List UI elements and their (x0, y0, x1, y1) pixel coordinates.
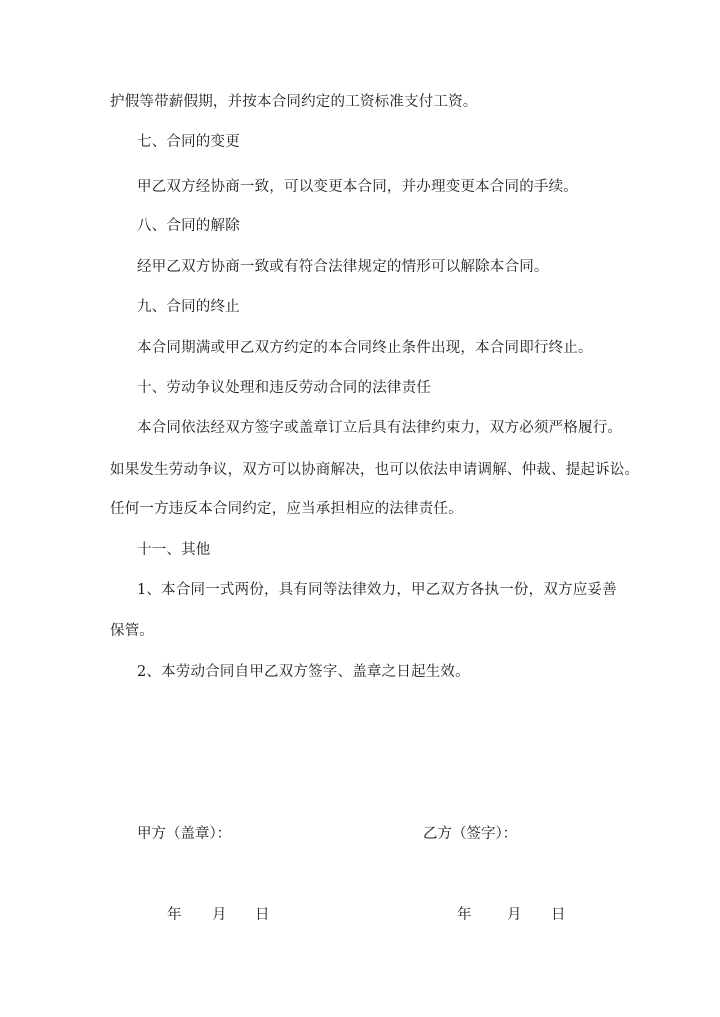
paragraph-line: 2、本劳动合同自甲乙双方签字、盖章之日起生效。 (137, 664, 470, 680)
section-heading-end: 九、合同的终止 (137, 299, 240, 315)
date-year-label: 年 (457, 907, 472, 923)
date-day-label: 日 (255, 907, 270, 923)
date-month-label: 月 (507, 907, 522, 923)
section-heading-termination: 八、合同的解除 (137, 218, 240, 234)
paragraph-line: 护假等带薪假期，并按本合同约定的工资标准支付工资。 (110, 94, 478, 110)
paragraph-line: 如果发生劳动争议，双方可以协商解决，也可以依法申请调解、仲裁、提起诉讼。 (110, 462, 640, 478)
paragraph-line: 本合同期满或甲乙双方约定的本合同终止条件出现，本合同即行终止。 (137, 340, 593, 356)
paragraph-line: 保管。 (110, 623, 155, 639)
section-heading-other: 十一、其他 (137, 542, 211, 558)
date-year-label: 年 (167, 907, 182, 923)
party-a-signature-label: 甲方（盖章）： (137, 826, 232, 842)
paragraph-line: 经甲乙双方协商一致或有符合法律规定的情形可以解除本合同。 (137, 259, 549, 275)
party-a-date (167, 905, 277, 925)
party-b-signature-label: 乙方（签字）： (423, 826, 518, 842)
paragraph-line: 甲乙双方经协商一致，可以变更本合同，并办理变更本合同的手续。 (137, 179, 578, 195)
paragraph-line: 任何一方违反本合同约定，应当承担相应的法律责任。 (110, 501, 463, 517)
date-day-label: 日 (551, 907, 566, 923)
paragraph-line: 本合同依法经双方签字或盖章订立后具有法律约束力，双方必须严格履行。 (137, 420, 623, 436)
date-month-label: 月 (212, 907, 227, 923)
party-b-date (457, 905, 577, 925)
section-heading-dispute: 十、劳动争议处理和违反劳动合同的法律责任 (137, 380, 431, 396)
section-heading-change: 七、合同的变更 (137, 134, 240, 150)
paragraph-line: 1、本合同一式两份，具有同等法律效力，甲乙双方各执一份，双方应妥善 (137, 582, 617, 598)
